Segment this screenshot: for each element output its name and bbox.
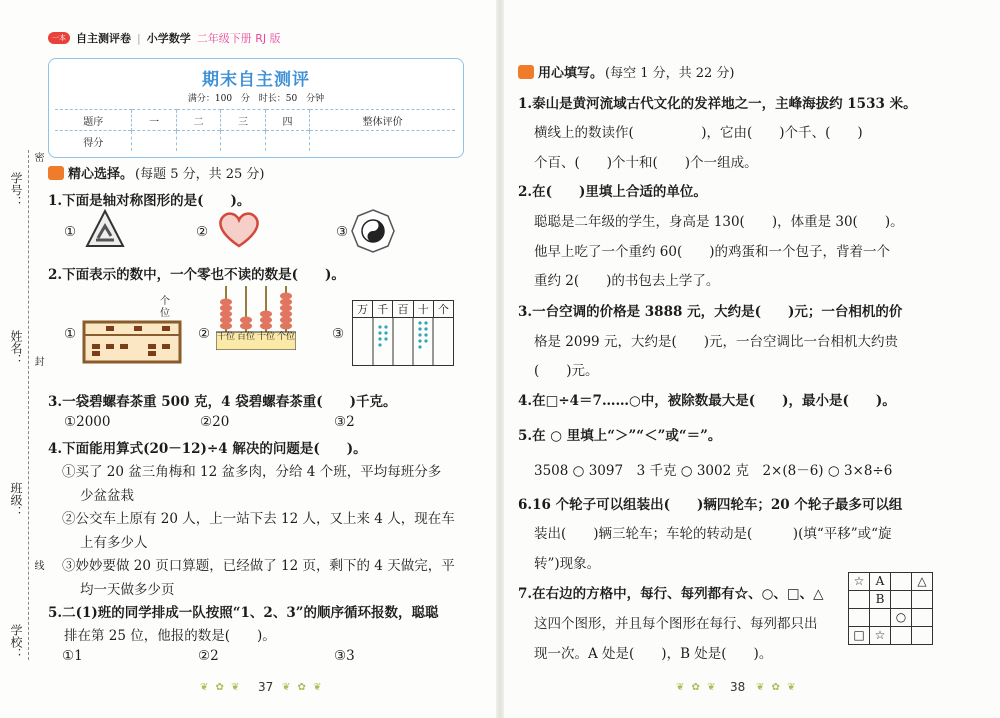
place-label: 十位 <box>256 332 275 342</box>
footer-decoration: ❦ ✿ ❦ <box>756 682 798 693</box>
footer-decoration: ❦ ✿ ❦ <box>200 682 242 693</box>
fill-question-6: 6.16 个轮子可以组装出( )辆四轮车；20 个轮子最多可以组 <box>518 497 903 513</box>
page-header: 一本 自主测评卷 | 小学数学 二年级下册 RJ 版 <box>48 30 281 46</box>
series-name: 自主测评卷 <box>76 32 131 45</box>
score-cell[interactable] <box>265 131 309 152</box>
question-5: 5.二(1)班的同学排成一队按照“1、2、3”的顺序循环报数，聪聪 <box>48 605 439 621</box>
grid-cell <box>849 591 870 609</box>
section-badge <box>48 166 64 180</box>
fill-line: 格是 2099 元，大约是( )元，一台空调比一台相机大约贵 <box>534 334 898 350</box>
footer-decoration: ❦ ✿ ❦ <box>282 682 324 693</box>
exam-meta: 满分：100 分 时长：50 分钟 <box>187 94 325 104</box>
fill-line: 他早上吃了一个重约 60( )的鸡蛋和一个包子，背着一个 <box>534 244 891 260</box>
score-header: 一 <box>132 110 176 131</box>
fill-question-1: 1.泰山是黄河流域古代文化的发祥地之一，主峰海拔约 1533 米。 <box>518 96 917 112</box>
score-header: 四 <box>265 110 309 131</box>
question-5-cont: 排在第 25 位，他报的数是( )。 <box>64 628 276 644</box>
place-chart-header: 万 千 百 十 个 <box>353 301 453 318</box>
school-label: 学校： <box>9 624 23 660</box>
binding-margin <box>0 0 43 718</box>
recycle-triangle-icon <box>84 208 126 252</box>
option-text: ①买了 20 盆三角梅和 12 盆多肉，分给 4 个班，平均每班分多 <box>62 464 442 480</box>
question-1: 1.下面是轴对称图形的是( )。 <box>48 193 251 209</box>
section-badge <box>518 65 534 79</box>
seal-mark-feng: 封 <box>32 356 43 366</box>
score-cell[interactable] <box>132 131 176 152</box>
grid-cell <box>912 591 933 609</box>
score-cell[interactable] <box>221 131 265 152</box>
option-label: ③ <box>332 326 345 342</box>
place-labels <box>216 333 296 342</box>
score-cell[interactable] <box>176 131 220 152</box>
fill-question-2: 2.在( )里填上合适的单位。 <box>518 184 707 200</box>
fill-line: 个百、( )个十和( )个一组成。 <box>534 155 758 171</box>
abacus-icon <box>82 320 182 364</box>
grid-cell: △ <box>912 573 933 591</box>
section-2-heading <box>518 62 735 81</box>
grid-cell <box>891 591 912 609</box>
option-label: ①2000 <box>64 414 111 430</box>
place-label: 个位 <box>276 332 295 342</box>
shape-grid <box>848 572 933 645</box>
score-header: 二 <box>176 110 220 131</box>
grid-cell <box>849 609 870 627</box>
fill-line: 装出( )辆三轮车；车轮的转动是( )(填“平移”或“旋 <box>534 526 892 542</box>
fill-question-4: 4.在□÷4＝7……○中，被除数最大是( )，最小是( )。 <box>518 393 896 409</box>
grid-cell <box>870 609 891 627</box>
page-number-right: 38 <box>730 680 746 694</box>
place-chart-dots <box>353 317 453 365</box>
exam-title: 期末自主测评 <box>202 70 310 90</box>
option-text: 上有多少人 <box>80 535 148 551</box>
grid-cell <box>912 609 933 627</box>
grid-cell <box>891 627 912 645</box>
option-label: ③2 <box>334 414 355 430</box>
grid-cell: ○ <box>891 609 912 627</box>
option-label: ② <box>198 326 211 342</box>
grid-cell: □ <box>849 627 870 645</box>
fill-question-5: 5.在 ○ 里填上“＞”“＜”或“＝”。 <box>518 428 722 444</box>
seal-mark-mi: 密 <box>32 152 43 162</box>
fill-line: 横线上的数读作( )，它由( )个千、( ) <box>534 125 863 141</box>
fill-line: 转”)现象。 <box>534 556 601 572</box>
option-label: ②2 <box>198 648 219 664</box>
compare-line: 3508 ○ 3097 3 千克 ○ 3002 克 2×(8－6) ○ 3×8÷6 <box>534 463 893 479</box>
score-header: 三 <box>221 110 265 131</box>
publisher-logo: 一本 <box>48 32 70 44</box>
section-note: (每题 5 分，共 25 分) <box>135 167 265 182</box>
section-1-heading <box>48 163 265 182</box>
place-label: 千位 <box>216 332 235 342</box>
fill-line: 重约 2( )的书包去上学了。 <box>534 273 720 289</box>
score-cell[interactable] <box>310 131 455 152</box>
heart-icon <box>216 210 262 250</box>
class-label: 班级： <box>9 482 23 518</box>
page-fold <box>496 0 504 718</box>
fill-line: 现一次。A 处是( )，B 处是( )。 <box>534 646 773 662</box>
option-label: ① <box>64 224 77 240</box>
option-text: 少盆盆栽 <box>80 488 134 504</box>
option-label: ② <box>196 224 209 240</box>
score-row-label: 得分 <box>55 131 132 152</box>
student-name-label: 姓名： <box>9 330 23 366</box>
place-label: 百位 <box>236 332 255 342</box>
option-label: ③3 <box>334 648 355 664</box>
section-title: 精心选择。 <box>68 167 134 182</box>
option-text: 均一天做多少页 <box>80 582 175 598</box>
place-value-chart <box>352 300 454 366</box>
fill-line: 这四个图形，并且每个图形在每行、每列都只出 <box>534 616 818 632</box>
subject-name: 小学数学 <box>146 32 191 45</box>
question-3: 3.一袋碧螺春茶重 500 克，4 袋碧螺春茶重( )千克。 <box>48 394 397 410</box>
score-header: 题序 <box>55 110 132 131</box>
fill-line: ( )元。 <box>534 363 599 379</box>
seal-mark-xian: 线 <box>32 560 43 570</box>
question-2: 2.下面表示的数中，一个零也不读的数是( )。 <box>48 267 345 283</box>
fill-question-3: 3.一台空调的价格是 3888 元，大约是( )元；一台相机的价 <box>518 304 903 320</box>
grid-cell: ☆ <box>870 627 891 645</box>
option-text: ③妙妙要做 20 页口算题，已经做了 12 页，剩下的 4 天做完，平 <box>62 558 455 574</box>
option-label: ③ <box>336 224 349 240</box>
score-header: 整体评价 <box>310 110 455 131</box>
bagua-icon <box>350 208 396 254</box>
question-4: 4.下面能用算式(20－12)÷4 解决的问题是( )。 <box>48 441 367 457</box>
option-label: ① <box>64 326 77 342</box>
section-note: (每空 1 分，共 22 分) <box>605 66 735 81</box>
fill-line: 聪聪是二年级的学生，身高是 130( )，体重是 30( )。 <box>534 214 904 230</box>
grade-label: 二年级下册 RJ 版 <box>196 32 281 45</box>
cut-line <box>28 150 29 660</box>
option-label: ①1 <box>62 648 83 664</box>
option-label: ②20 <box>200 414 230 430</box>
grid-cell: B <box>870 591 891 609</box>
grid-cell: ☆ <box>849 573 870 591</box>
grid-cell <box>912 627 933 645</box>
footer-decoration: ❦ ✿ ❦ <box>676 682 718 693</box>
option-text: ②公交车上原有 20 人，上一站下去 12 人，又上来 4 人，现在车 <box>62 511 455 527</box>
fill-question-7: 7.在右边的方格中，每行、每列都有☆、○、□、△ <box>518 586 824 602</box>
ones-place-label: 个位 <box>160 296 170 319</box>
student-number-label: 学号： <box>9 172 23 208</box>
score-table <box>55 109 455 151</box>
section-title: 用心填写。 <box>538 66 604 81</box>
page-number-left: 37 <box>258 680 274 694</box>
grid-cell: A <box>870 573 891 591</box>
grid-cell <box>891 573 912 591</box>
exam-title-box <box>48 58 464 158</box>
